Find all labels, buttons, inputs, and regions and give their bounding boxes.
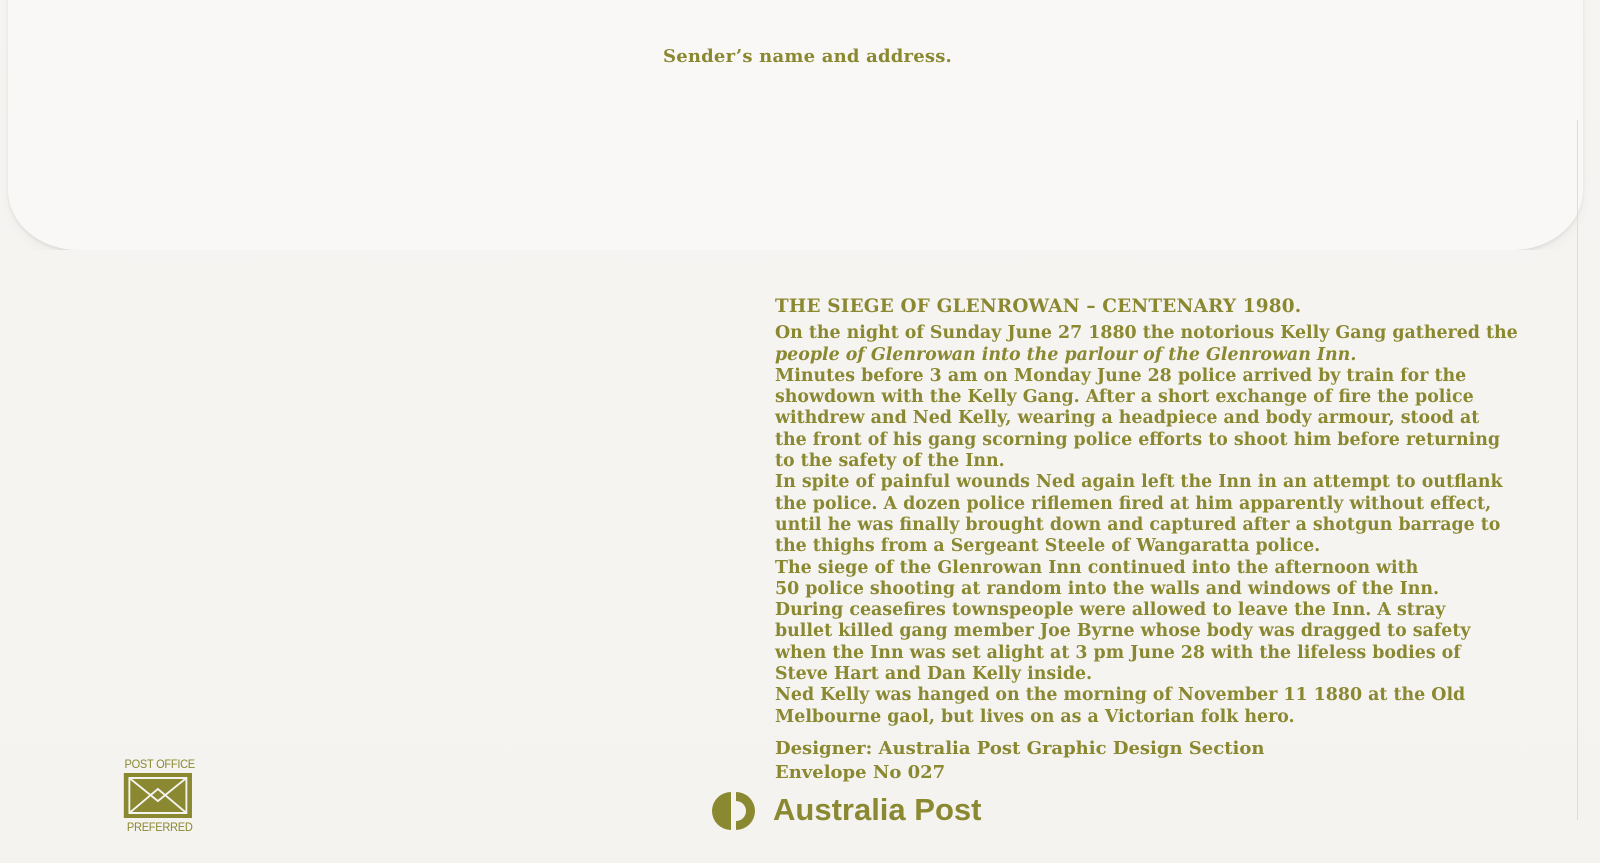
article-line: Minutes before 3 am on Monday June 28 police arrived by train for the <box>775 365 1467 386</box>
designer-credit: Designer: Australia Post Graphic Design Section <box>775 737 1265 759</box>
article-line: when the Inn was set alight at 3 pm June 28 with the lifeless bodies of <box>775 642 1461 663</box>
article-line: Steve Hart and Dan Kelly inside. <box>775 664 1093 685</box>
australia-post-logo-icon <box>712 790 756 832</box>
article-line: showdown with the Kelly Gang. After a short exchange of fire the police <box>775 387 1474 408</box>
sender-address-label: Sender’s name and address. <box>663 46 953 67</box>
article-line: the police. A dozen police riflemen fired at him apparently without effect, <box>775 493 1492 514</box>
credits <box>775 737 1535 785</box>
post-office-preferred-badge <box>122 757 197 834</box>
badge-top-text: POST OFFICE <box>124 757 195 771</box>
article-line: In spite of painful wounds Ned again left the Inn in an attempt to outflank <box>775 472 1503 493</box>
badge-bottom-text: PREFERRED <box>126 820 193 834</box>
article-line: to the safety of the Inn. <box>775 451 1005 472</box>
article-line: until he was finally brought down and captured after a shotgun barrage to <box>775 514 1501 535</box>
article-line: Ned Kelly was hanged on the morning of November 11 1880 at the Old <box>775 685 1466 706</box>
article-line: withdrew and Ned Kelly, wearing a headpiece and body armour, stood at <box>775 408 1480 429</box>
article-line: 50 police shooting at random into the walls and windows of the Inn. <box>775 578 1440 599</box>
envelope-flap <box>0 0 1600 250</box>
article <box>775 296 1535 785</box>
envelope-edge <box>1577 120 1584 820</box>
envelope-number: Envelope No 027 <box>775 761 946 783</box>
article-line: bullet killed gang member Joe Byrne whose body was dragged to safety <box>775 621 1471 642</box>
article-line: On the night of Sunday June 27 1880 the notorious Kelly Gang gathered the <box>775 323 1518 344</box>
article-line: the front of his gang scorning police efforts to shoot him before returning <box>775 429 1501 450</box>
article-line: The siege of the Glenrowan Inn continued into the afternoon with <box>775 557 1419 578</box>
envelope-icon <box>124 773 192 818</box>
article-line: the thighs from a Sergeant Steele of Wangaratta police. <box>775 536 1321 557</box>
australia-post-wordmark: Australia Post <box>773 792 982 827</box>
article-line: During ceasefires townspeople were allowed to leave the Inn. A stray <box>775 600 1446 621</box>
article-line: people of Glenrowan into the parlour of the Glenrowan Inn. <box>775 344 1357 365</box>
article-line: Melbourne gaol, but lives on as a Victorian folk hero. <box>775 706 1295 727</box>
flap-shape <box>8 0 1583 250</box>
article-title: THE SIEGE OF GLENROWAN – CENTENARY 1980. <box>775 296 1302 317</box>
